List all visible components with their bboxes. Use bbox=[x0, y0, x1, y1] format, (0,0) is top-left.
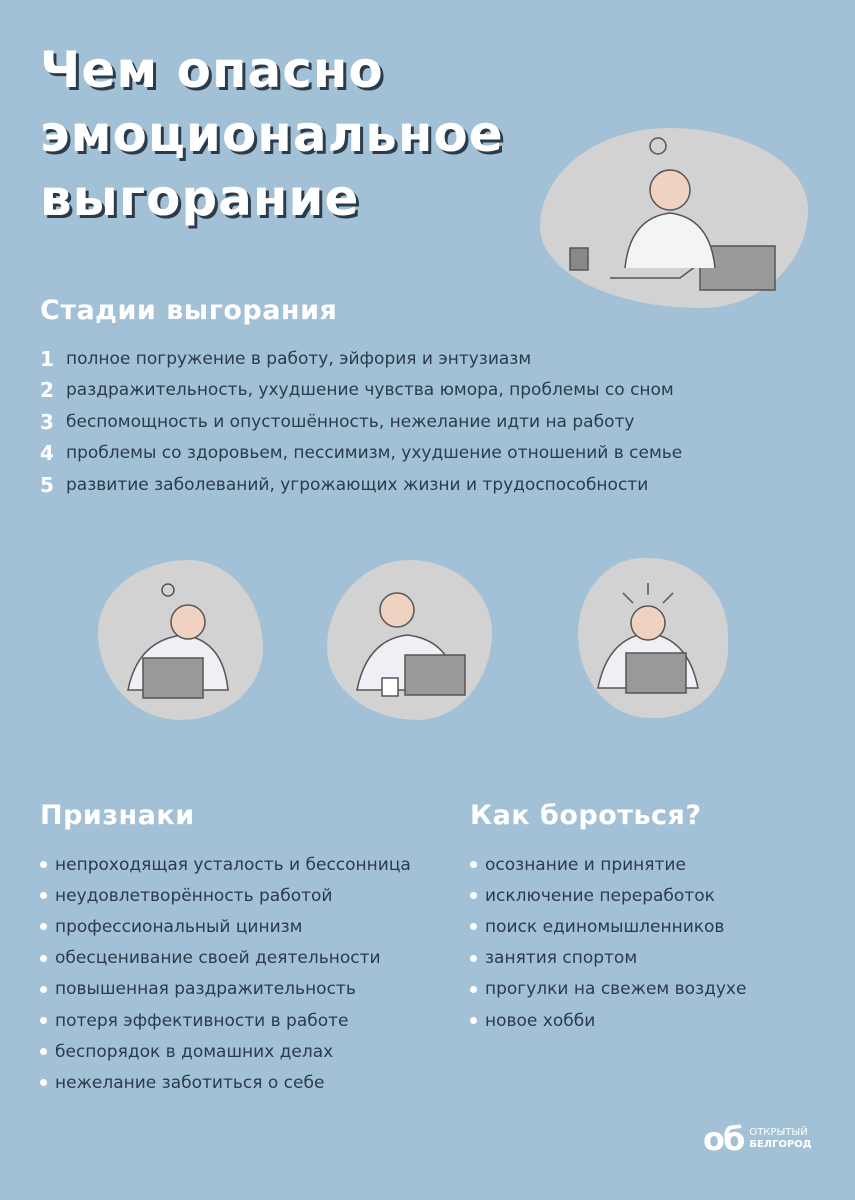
list-item: 4 проблемы со здоровьем, пессимизм, ухудшение отношений в семье bbox=[40, 441, 683, 466]
logo: об ОТКРЫТЫЙ БЕЛГОРОД bbox=[703, 1120, 812, 1158]
list-item: 3 беспомощность и опустошённость, нежелание идти на работу bbox=[40, 409, 635, 434]
list-item: 5 развитие заболеваний, угрожающих жизни и трудоспособности bbox=[40, 472, 649, 497]
stages-list bbox=[40, 343, 682, 501]
illustration-tired-worker-3 bbox=[578, 558, 728, 718]
illustration-tired-worker-1 bbox=[98, 560, 263, 720]
list-item: занятия спортом bbox=[470, 943, 746, 974]
list-item: обесценивание своей деятельности bbox=[40, 943, 411, 974]
list-item: осознание и принятие bbox=[470, 849, 746, 880]
page-title: Чем опасно эмоциональное выгорание bbox=[40, 41, 504, 227]
list-item: прогулки на свежем воздухе bbox=[470, 974, 746, 1005]
list-item: повышенная раздражительность bbox=[40, 974, 411, 1005]
list-item: новое хобби bbox=[470, 1005, 746, 1036]
fight-list bbox=[470, 849, 746, 1036]
signs-heading: Признаки bbox=[40, 800, 195, 831]
list-item: неудовлетворённость работой bbox=[40, 880, 411, 911]
list-item: 2 раздражительность, ухудшение чувства юмора, проблемы со сном bbox=[40, 378, 674, 403]
list-item: 1 полное погружение в работу, эйфория и энтузиазм bbox=[40, 346, 532, 371]
illustration-tired-worker-2 bbox=[327, 560, 492, 720]
list-item: поиск единомышленников bbox=[470, 911, 746, 942]
list-item: исключение переработок bbox=[470, 880, 746, 911]
list-item: непроходящая усталость и бессонница bbox=[40, 849, 411, 880]
list-item: беспорядок в домашних делах bbox=[40, 1036, 411, 1067]
list-item: потеря эффективности в работе bbox=[40, 1005, 411, 1036]
illustration-stressed-worker bbox=[540, 128, 808, 308]
fight-heading: Как бороться? bbox=[470, 800, 702, 831]
stages-heading: Стадии выгорания bbox=[40, 295, 338, 326]
signs-list bbox=[40, 849, 411, 1099]
list-item: профессиональный цинизм bbox=[40, 911, 411, 942]
list-item: нежелание заботиться о себе bbox=[40, 1067, 411, 1098]
